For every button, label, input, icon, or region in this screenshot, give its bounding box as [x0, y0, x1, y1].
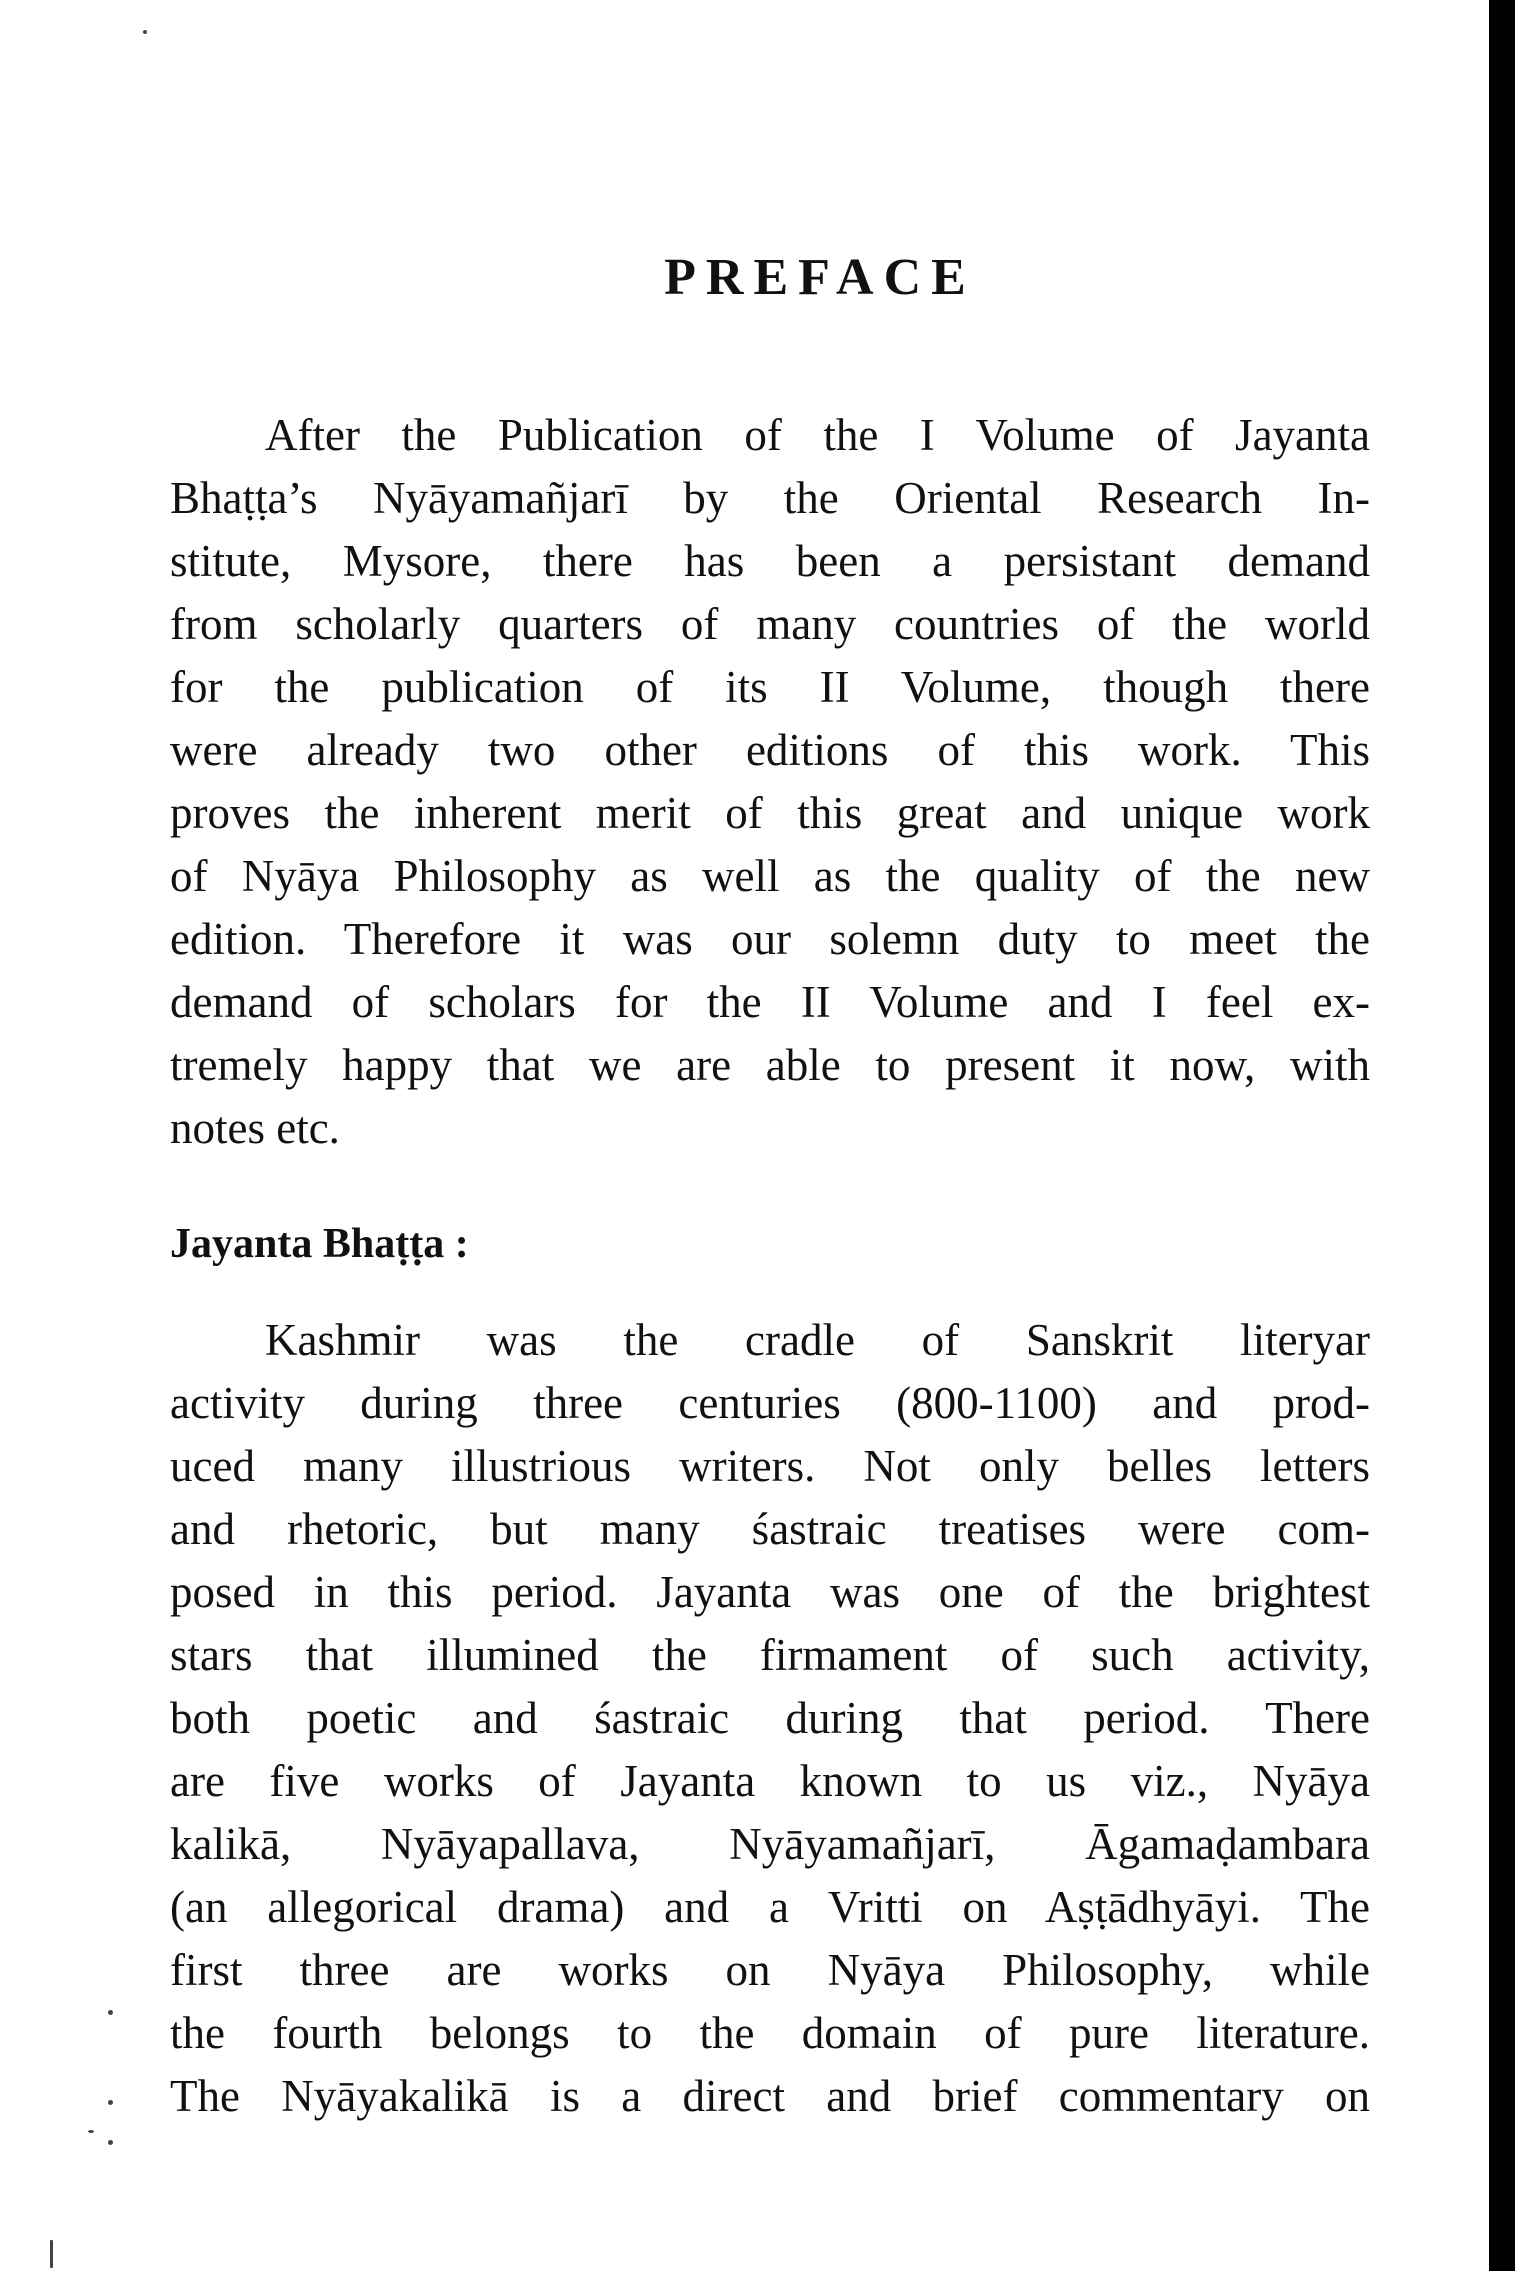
text-line: proves the inherent merit of this great and unique work — [170, 788, 1370, 838]
text-line: both poetic and śastraic during that period. There — [170, 1693, 1370, 1743]
text-line: Kashmir was the cradle of Sanskrit literyar — [265, 1315, 1370, 1365]
text-line: kalikā, Nyāyapallava, Nyāyamañjarī, Āgamaḍambara — [170, 1819, 1370, 1869]
text-line: were already two other editions of this work. This — [170, 725, 1370, 775]
text-line: are five works of Jayanta known to us viz., Nyāya — [170, 1756, 1370, 1806]
text-line: stars that illumined the firmament of such activity, — [170, 1630, 1370, 1680]
text-line: (an allegorical drama) and a Vritti on Aṣṭādhyāyi. The — [170, 1882, 1370, 1932]
text-line: of Nyāya Philosophy as well as the quality of the new — [170, 851, 1370, 901]
text-line: and rhetoric, but many śastraic treatises were com- — [170, 1504, 1370, 1554]
text-line: stitute, Mysore, there has been a persistant demand — [170, 536, 1370, 586]
scan-speck — [88, 2130, 94, 2133]
text-line: posed in this period. Jayanta was one of the brightest — [170, 1567, 1370, 1617]
scan-speck — [108, 2010, 113, 2015]
text-line: tremely happy that we are able to present it now, with — [170, 1040, 1370, 1090]
scan-edge-border — [1489, 0, 1515, 2271]
text-line: uced many illustrious writers. Not only belles letters — [170, 1441, 1370, 1491]
text-line: notes etc. — [170, 1103, 340, 1153]
scan-speck — [143, 30, 147, 34]
text-line: edition. Therefore it was our solemn duty to meet the — [170, 914, 1370, 964]
text-line: demand of scholars for the II Volume and I feel ex- — [170, 977, 1370, 1027]
text-line: activity during three centuries (800-1100) and prod- — [170, 1378, 1370, 1428]
scan-speck — [108, 2140, 113, 2145]
text-line: first three are works on Nyāya Philosophy, while — [170, 1945, 1370, 1995]
text-line: Bhaṭṭa’s Nyāyamañjarī by the Oriental Research In- — [170, 473, 1370, 523]
scan-speck — [108, 2100, 113, 2105]
text-line: for the publication of its II Volume, though there — [170, 662, 1370, 712]
section-heading: Jayanta Bhaṭṭa : — [170, 1221, 469, 1267]
scan-speck — [50, 2240, 53, 2268]
text-line: the fourth belongs to the domain of pure literature. — [170, 2008, 1370, 2058]
text-line: The Nyāyakalikā is a direct and brief commentary on — [170, 2071, 1370, 2121]
text-line: After the Publication of the I Volume of Jayanta — [265, 410, 1370, 460]
page-title: PREFACE — [664, 249, 976, 306]
text-line: from scholarly quarters of many countries of the world — [170, 599, 1370, 649]
